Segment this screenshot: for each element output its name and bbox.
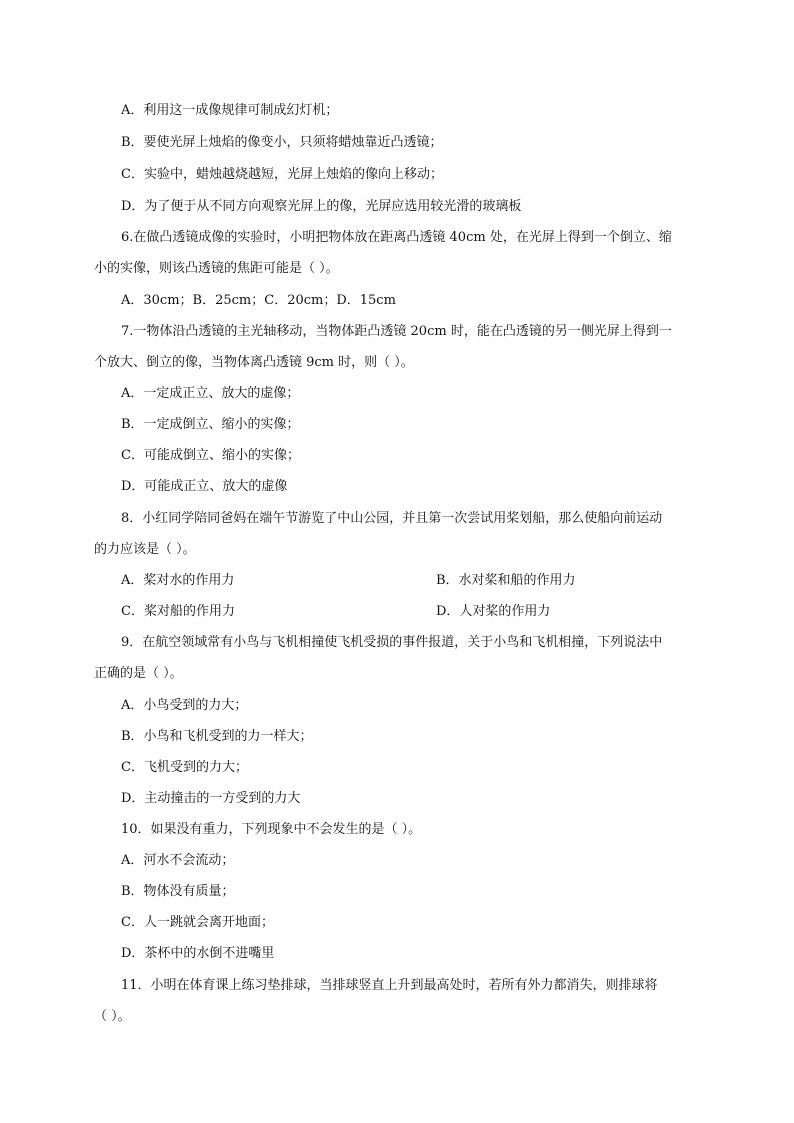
q6-stem-line1: 6.在做凸透镜成像的实验时，小明把物体放在距离凸透镜 40cm 处，在光屏上得到一个倒立、缩 — [121, 230, 672, 245]
q7-stem-line1: 7.一物体沿凸透镜的主光轴移动，当物体距凸透镜 20cm 时，能在凸透镜的另一侧光屏上得到一 — [121, 324, 672, 339]
q7-option-d: D．可能成正立、放大的虚像 — [121, 479, 288, 494]
q9-option-c: C．飞机受到的力大； — [121, 760, 248, 775]
q9-option-d: D．主动撞击的一方受到的力大 — [121, 791, 301, 806]
q6-options: A．30cm；B．25cm；C．20cm；D．15cm — [121, 293, 396, 308]
q10-option-d: D．茶杯中的水倒不进嘴里 — [121, 946, 275, 961]
q11-stem-line1: 11．小明在体育课上练习垫排球，当排球竖直上升到最高处时，若所有外力都消失，则排球将 — [121, 978, 658, 993]
q5-option-b: B．要使光屏上烛焰的像变小，只须将蜡烛靠近凸透镜； — [121, 135, 443, 150]
q8-option-d: D．人对桨的作用力 — [436, 604, 551, 619]
q8-option-a: A．桨对水的作用力 — [121, 573, 235, 588]
q5-option-c: C．实验中，蜡烛越烧越短，光屏上烛焰的像向上移动； — [121, 167, 443, 182]
q8-stem-line2: 的力应该是（ ）。 — [94, 542, 196, 557]
q5-option-d: D．为了便于从不同方向观察光屏上的像，光屏应选用较光滑的玻璃板 — [121, 199, 522, 214]
q8-stem-line1: 8．小红同学陪同爸妈在端午节游览了中山公园，并且第一次尝试用桨划船，那么使船向前运动 — [121, 511, 663, 526]
q10-option-b: B．物体没有质量； — [121, 884, 235, 899]
q9-stem-line2: 正确的是（ ）。 — [94, 666, 183, 681]
q9-option-b: B．小鸟和飞机受到的力一样大； — [121, 729, 313, 744]
q7-option-b: B．一定成倒立、缩小的实像； — [121, 417, 300, 432]
q11-stem-line2: （ ）。 — [94, 1009, 131, 1024]
q8-option-c: C．桨对船的作用力 — [121, 604, 235, 619]
q8-option-b: B．水对桨和船的作用力 — [436, 573, 576, 588]
q7-option-a: A．一定成正立、放大的虚像； — [121, 386, 300, 401]
q7-option-c: C．可能成倒立、缩小的实像； — [121, 448, 300, 463]
q9-stem-line1: 9．在航空领域常有小鸟与飞机相撞使飞机受损的事件报道，关于小鸟和飞机相撞，下列说法中 — [121, 635, 663, 650]
q5-option-a: A．利用这一成像规律可制成幻灯机； — [121, 103, 339, 118]
q10-stem-line1: 10．如果没有重力，下列现象中不会发生的是（ ）。 — [121, 822, 422, 837]
q7-stem-line2: 个放大、倒立的像，当物体离凸透镜 9cm 时，则（ ）。 — [94, 355, 414, 370]
q6-stem-line2: 小的实像，则该凸透镜的焦距可能是（ ）。 — [94, 261, 339, 276]
q9-option-a: A．小鸟受到的力大； — [121, 698, 248, 713]
q10-option-a: A．河水不会流动； — [121, 853, 235, 868]
q10-option-c: C．人一跳就会离开地面； — [121, 915, 274, 930]
